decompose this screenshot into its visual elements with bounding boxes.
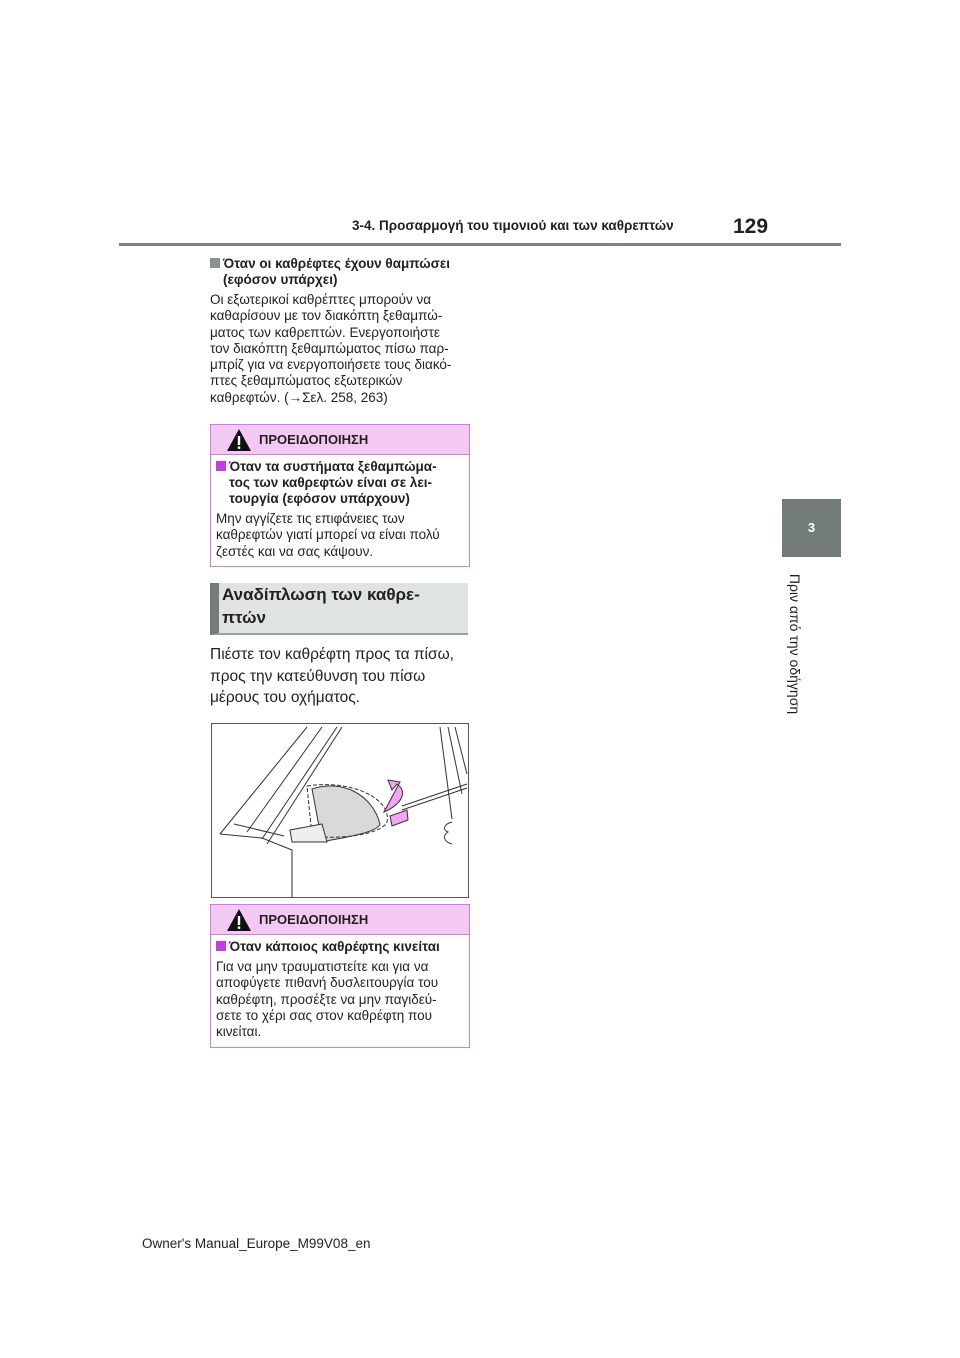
bullet-square-icon [210,258,220,268]
bullet-square-icon [216,941,226,951]
footer-text: Owner's Manual_Europe_M99V08_en [142,1236,371,1251]
body-line: σετε το χέρι σας στον καθρέφτη που [216,1007,433,1023]
body-line: Μην αγγίζετε τις επιφάνειες των [216,511,405,526]
warning-title: ΠΡΟΕΙΔΟΠΟΙΗΣΗ [259,912,369,927]
chapter-label: Πριν από την οδήγηση [787,573,803,715]
body-line: ματος των καθρεπτών. Ενεργοποιήστε [210,324,440,340]
body-line: καθαρίσουν με τον διακόπτη ξεθαμπώ- [210,308,443,324]
heading-line: τος των καθρεφτών είναι σε λει- [229,475,433,490]
heading-line: Όταν οι καθρέφτες έχουν θαμπώσει [223,256,451,271]
chapter-tab: 3 [782,499,841,557]
body-line: καθρεφτών. (→Σελ. 258, 263) [210,389,388,405]
defog-section [210,256,451,406]
title-line: Αναδίπλωση των καθρε- [222,585,420,604]
body-line: μπρίζ για να ενεργοποιήσετε τους διακό- [210,357,452,373]
warning-triangle-icon [226,428,252,452]
folding-instructions [210,644,454,709]
body-line: μέρους του οχήματος. [210,689,360,706]
body-line: καθρέφτη, προσέξτε να μην παγιδεύ- [216,991,437,1007]
heading-line: (εφόσον υπάρχει) [223,272,338,287]
bullet-square-icon [216,461,226,471]
title-line: πτών [222,608,266,627]
heading-line: Όταν τα συστήματα ξεθαμπώμα- [229,459,437,474]
body-line: προς την κατεύθυνση του πίσω [210,667,426,685]
body-line: ζεστές και να σας κάψουν. [216,543,374,559]
page-number: 129 [733,215,769,238]
heading-line: Όταν κάποιος καθρέφτης κινείται [229,939,440,954]
section-header: 3-4. Προσαρμογή του τιμονιού και των καθρεπτών [352,218,674,233]
body-line: τον διακόπτη ξεθαμπώματος πίσω παρ- [210,340,449,356]
warning-header [211,425,469,455]
warning-triangle-icon [226,908,252,932]
body-line: πτες ξεθαμπώματος εξωτερικών [210,373,403,389]
warning-box-moving-mirror [210,904,470,1048]
warning-title: ΠΡΟΕΙΔΟΠΟΙΗΣΗ [259,432,369,447]
body-line: καθρεφτών γιατί μπορεί να είναι πολύ [216,527,440,543]
mirror-folding-illustration [211,723,469,898]
warning-header [211,905,469,935]
defog-heading [210,256,451,272]
warning-box-defog [210,424,470,567]
heading-line: τουργία (εφόσον υπάρχουν) [229,491,410,506]
body-line: αποφύγετε πιθανή δυσλειτουργία του [216,975,439,991]
body-line: Οι εξωτερικοί καθρέπτες μπορούν να [210,292,432,307]
section-title-folding [210,583,468,635]
body-line: Πιέστε τον καθρέφτη προς τα πίσω, [210,646,454,663]
body-line: κινείται. [216,1024,262,1040]
body-line: Για να μην τραυματιστείτε και για να [216,959,429,974]
header-divider [119,243,841,246]
